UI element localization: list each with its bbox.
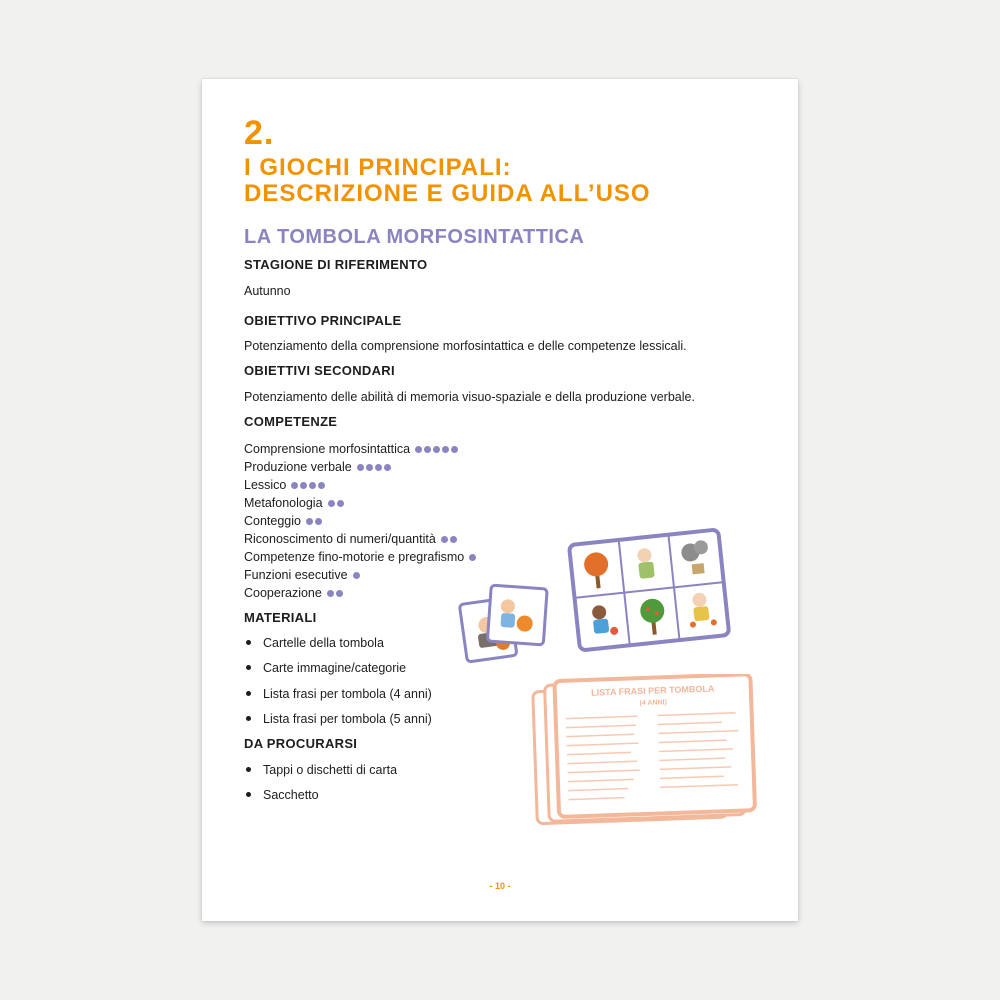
level-dot-icon bbox=[315, 518, 322, 525]
level-dot-icon bbox=[337, 500, 344, 507]
list-card-title: LISTA FRASI PER TOMBOLA bbox=[590, 683, 715, 698]
level-dot-icon bbox=[327, 590, 334, 597]
competenza-row bbox=[244, 494, 476, 512]
stagione-text: Autunno bbox=[244, 284, 291, 298]
competenza-label: Metafonologia bbox=[244, 496, 323, 510]
competenza-level-dots bbox=[289, 476, 325, 494]
competenze-heading: COMPETENZE bbox=[244, 414, 338, 429]
stagione-heading: STAGIONE DI RIFERIMENTO bbox=[244, 257, 428, 272]
da-procurarsi-heading: DA PROCURARSI bbox=[244, 736, 358, 751]
competenza-label: Lessico bbox=[244, 478, 287, 492]
image-cards-illustration bbox=[457, 579, 552, 674]
bullet-icon bbox=[246, 640, 251, 645]
list-item: Cartelle della tombola bbox=[246, 635, 384, 651]
competenza-level-dots bbox=[325, 584, 343, 602]
chapter-title-line-2: DESCRIZIONE E GUIDA ALL’USO bbox=[244, 180, 651, 207]
list-item: Lista frasi per tombola (4 anni) bbox=[246, 686, 432, 702]
bullet-icon bbox=[246, 792, 251, 797]
competenza-label: Conteggio bbox=[244, 514, 301, 528]
competenza-row bbox=[244, 548, 476, 566]
level-dot-icon bbox=[442, 446, 449, 453]
list-item: Carte immagine/categorie bbox=[246, 660, 406, 676]
level-dot-icon bbox=[451, 446, 458, 453]
competenza-row bbox=[244, 584, 476, 602]
level-dot-icon bbox=[366, 464, 373, 471]
level-dot-icon bbox=[424, 446, 431, 453]
level-dot-icon bbox=[441, 536, 448, 543]
list-item: Tappi o dischetti di carta bbox=[246, 762, 397, 778]
page-number: - 10 - bbox=[489, 881, 511, 891]
obiettivi-secondari-heading: OBIETTIVI SECONDARI bbox=[244, 363, 395, 378]
competenza-label: Riconoscimento di numeri/quantità bbox=[244, 532, 436, 546]
competenza-level-dots bbox=[326, 494, 344, 512]
bullet-icon bbox=[246, 665, 251, 670]
level-dot-icon bbox=[306, 518, 313, 525]
bullet-icon bbox=[246, 716, 251, 721]
competenza-label: Cooperazione bbox=[244, 586, 322, 600]
level-dot-icon bbox=[469, 554, 476, 561]
competenza-row bbox=[244, 458, 476, 476]
level-dot-icon bbox=[375, 464, 382, 471]
competenza-row bbox=[244, 476, 476, 494]
level-dot-icon bbox=[415, 446, 422, 453]
level-dot-icon bbox=[450, 536, 457, 543]
tombola-board-illustration bbox=[564, 519, 734, 659]
sentence-list-cards-illustration bbox=[527, 674, 759, 834]
competenza-level-dots bbox=[467, 548, 476, 566]
competenza-level-dots bbox=[413, 440, 458, 458]
level-dot-icon bbox=[336, 590, 343, 597]
level-dot-icon bbox=[357, 464, 364, 471]
obiettivi-secondari-text: Potenziamento delle abilità di memoria visuo-spaziale e della produzione verbale. bbox=[244, 390, 695, 404]
document-page bbox=[202, 79, 798, 921]
competenza-level-dots bbox=[439, 530, 457, 548]
competenza-row bbox=[244, 530, 476, 548]
list-card-subtitle: (4 ANNI) bbox=[639, 699, 668, 708]
competenza-label: Produzione verbale bbox=[244, 460, 352, 474]
competenza-level-dots bbox=[355, 458, 391, 476]
chapter-title-line-1: I GIOCHI PRINCIPALI: bbox=[244, 154, 512, 181]
materiali-heading: MATERIALI bbox=[244, 610, 317, 625]
list-item: Lista frasi per tombola (5 anni) bbox=[246, 711, 432, 727]
competenze-list bbox=[244, 440, 476, 602]
chapter-title bbox=[244, 155, 764, 207]
obiettivo-text: Potenziamento della comprensione morfosintattica e delle competenze lessicali. bbox=[244, 339, 687, 353]
competenza-level-dots bbox=[304, 512, 322, 530]
level-dot-icon bbox=[384, 464, 391, 471]
obiettivo-heading: OBIETTIVO PRINCIPALE bbox=[244, 313, 402, 328]
bullet-icon bbox=[246, 691, 251, 696]
competenza-label: Funzioni esecutive bbox=[244, 568, 348, 582]
level-dot-icon bbox=[300, 482, 307, 489]
competenza-label: Comprensione morfosintattica bbox=[244, 442, 411, 456]
level-dot-icon bbox=[318, 482, 325, 489]
competenza-row bbox=[244, 512, 476, 530]
list-item: Sacchetto bbox=[246, 787, 319, 803]
chapter-number: 2. bbox=[244, 114, 275, 152]
section-title: LA TOMBOLA MORFOSINTATTICA bbox=[244, 226, 585, 248]
competenza-row bbox=[244, 440, 476, 458]
competenza-level-dots bbox=[351, 566, 360, 584]
level-dot-icon bbox=[353, 572, 360, 579]
level-dot-icon bbox=[309, 482, 316, 489]
competenza-label: Competenze fino-motorie e pregrafismo bbox=[244, 550, 465, 564]
bullet-icon bbox=[246, 767, 251, 772]
level-dot-icon bbox=[291, 482, 298, 489]
level-dot-icon bbox=[328, 500, 335, 507]
competenza-row bbox=[244, 566, 476, 584]
level-dot-icon bbox=[433, 446, 440, 453]
